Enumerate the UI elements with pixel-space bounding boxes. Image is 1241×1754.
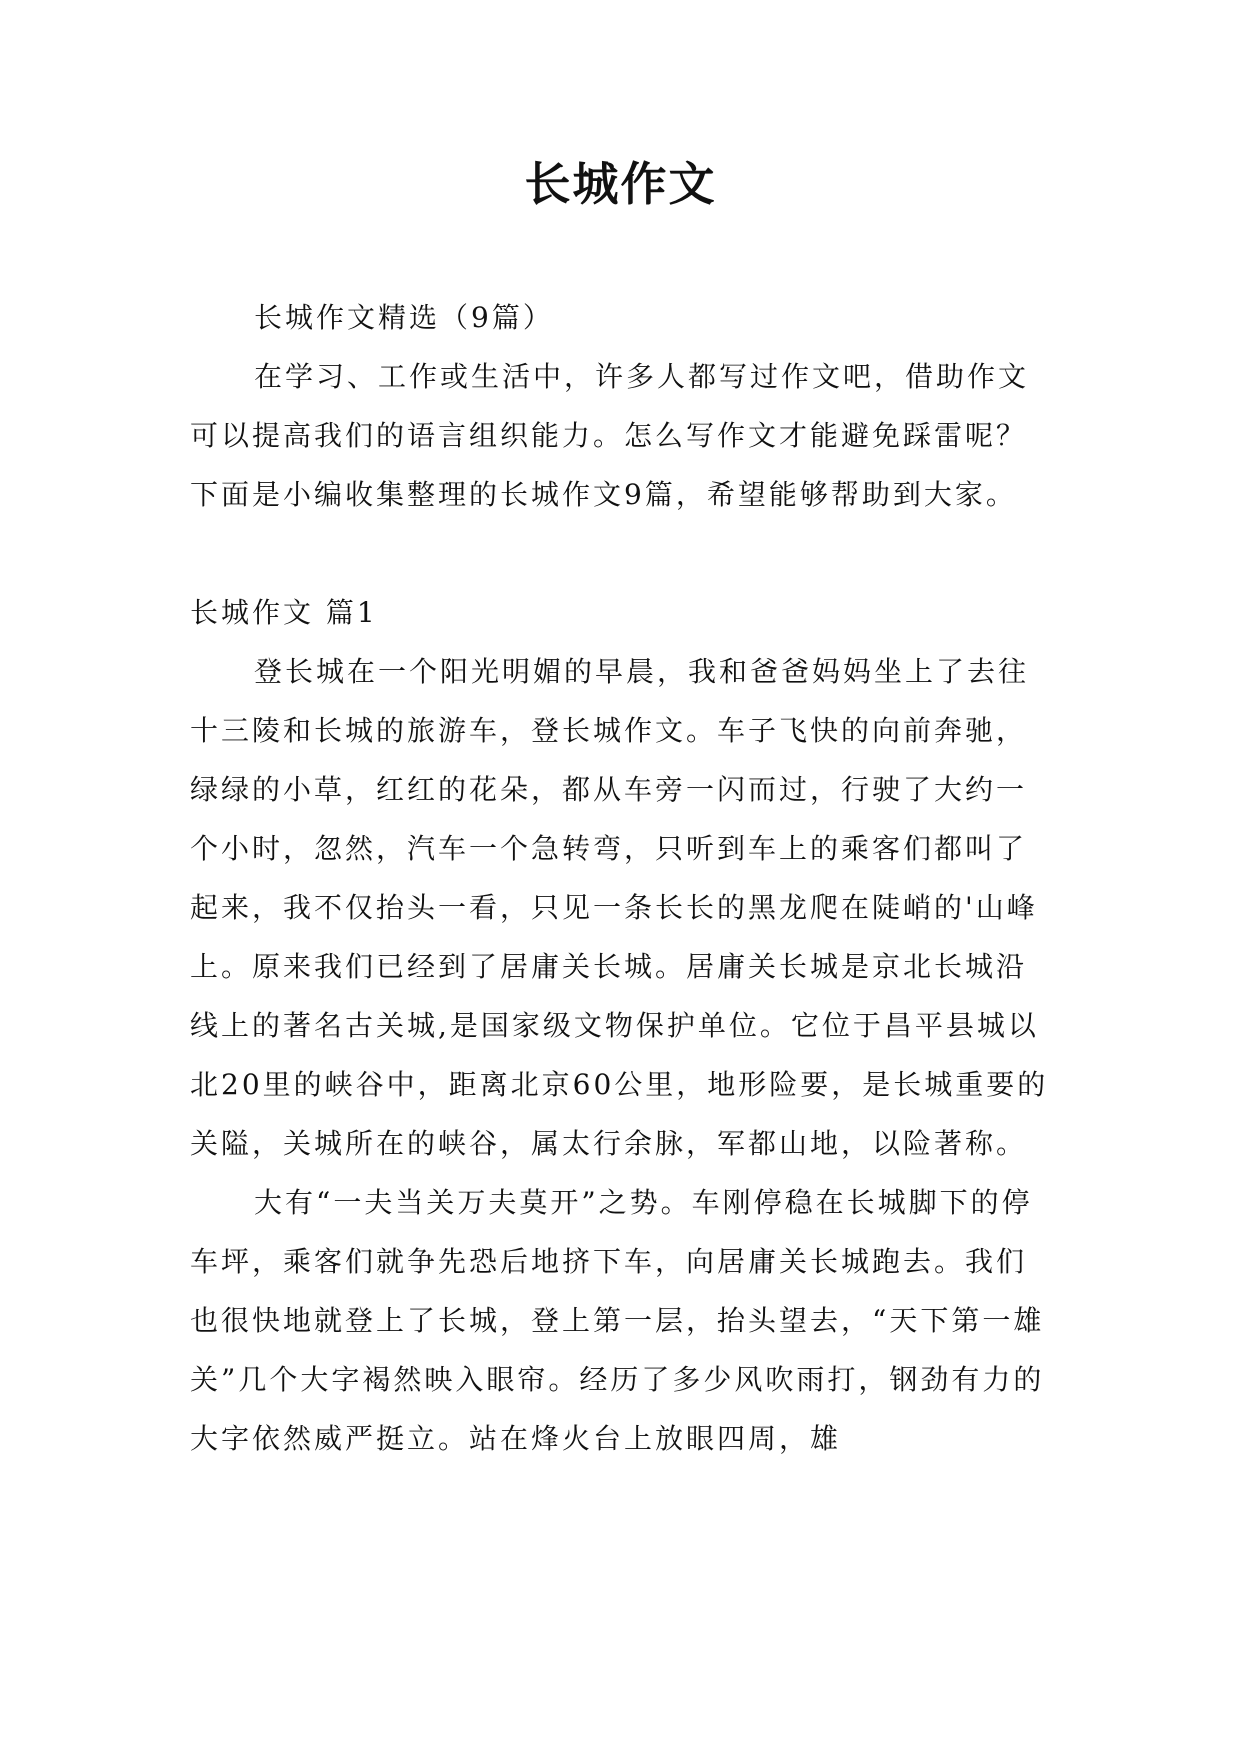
body-paragraph: 登长城在一个阳光明媚的早晨，我和爸爸妈妈坐上了去往十三陵和长城的旅游车，登长城作文。车子飞快的向前奔驰，绿绿的小草，红红的花朵，都从车旁一闪而过，行驶了大约一个小时，忽然，汽车一个急转弯，只听到车上的乘客们都叫了起来，我不仅抬头一看，只见一条长长的黑龙爬在陡峭的'山峰上。原来我们已经到了居庸关长城。居庸关长城是京北长城沿线上的著名古关城,是国家级文物保护单位。它位于昌平县城以北20里的峡谷中，距离北京60公里，地形险要，是长城重要的关隘，关城所在的峡谷，属太行余脉，军都山地，以险著称。 — [190, 655, 1049, 1160]
section-heading: 长城作文 篇1 — [190, 596, 378, 629]
subtitle: 长城作文精选（9篇） — [254, 301, 554, 334]
intro-paragraph: 在学习、工作或生活中，许多人都写过作文吧，借助作文可以提高我们的语言组织能力。怎么写作文才能避免踩雷呢？下面是小编收集整理的长城作文9篇，希望能够帮助到大家。 — [190, 360, 1030, 511]
page-title: 长城作文 — [524, 157, 717, 211]
body-paragraph: 大有“一夫当关万夫莫开”之势。车刚停稳在长城脚下的停车坪，乘客们就争先恐后地挤下车，向居庸关长城跑去。我们也很快地就登上了长城，登上第一层，抬头望去，“天下第一雄关”几个大字褐然映入眼帘。经历了多少风吹雨打，钢劲有力的大字依然威严挺立。站在烽火台上放眼四周，雄 — [190, 1186, 1045, 1455]
document-body — [190, 288, 1050, 1468]
